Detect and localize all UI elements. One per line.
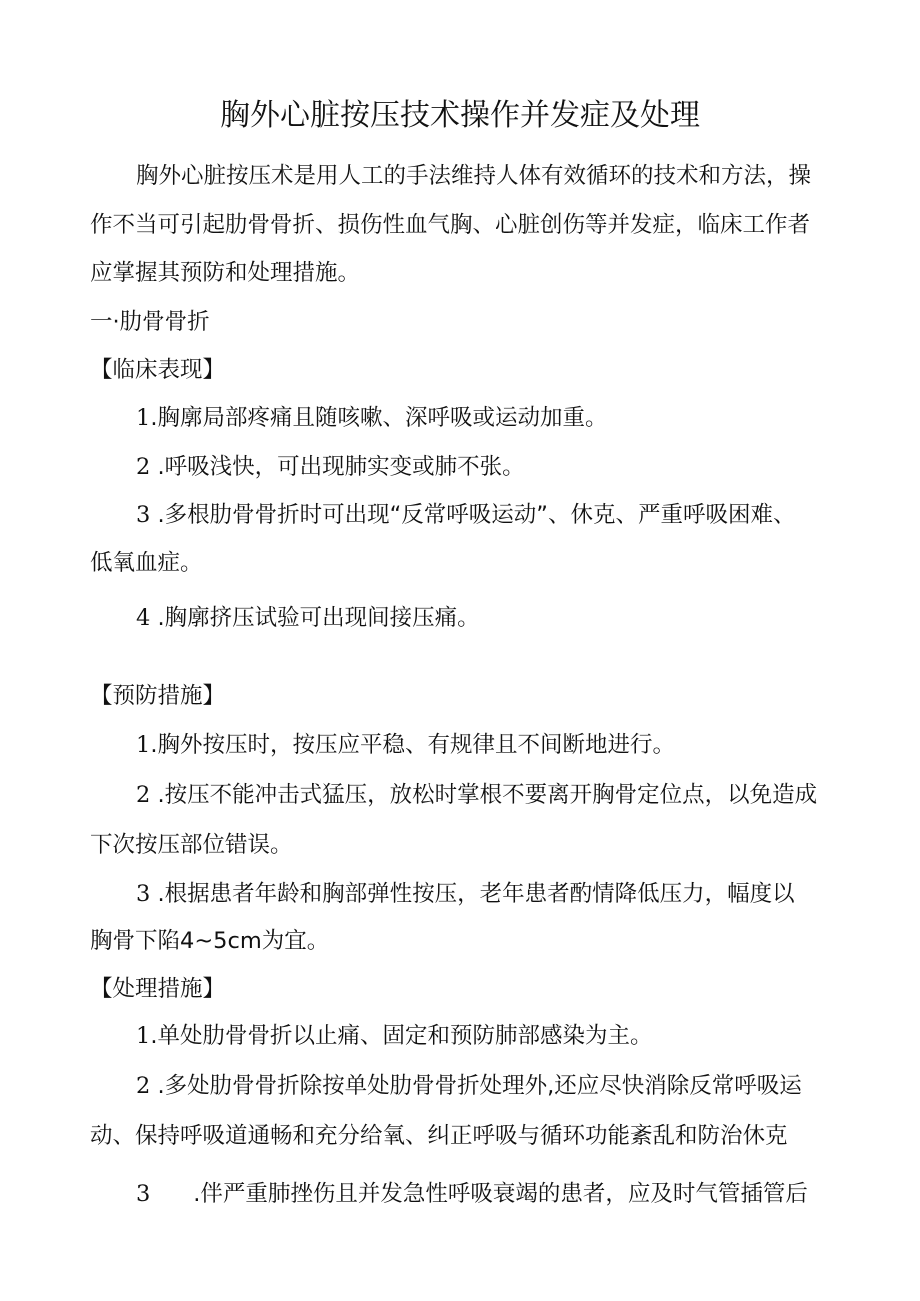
prevention-item-3-cont: 胸骨下陷4~5cm为宜。: [90, 928, 330, 954]
prevention-item-2-cont: 下次按压部位错误。: [90, 832, 293, 858]
treatment-item-3: [136, 1176, 808, 1212]
intro-line-3: 应掌握其预防和处理措施。: [90, 260, 361, 286]
clinical-heading: 【临床表现】: [90, 357, 226, 383]
item-number: 3: [136, 881, 151, 907]
prevention-item-1: [136, 727, 675, 763]
prevention-item-3: [136, 876, 795, 912]
treatment-item-2-cont: 动、保持呼吸道通畅和充分给氧、纠正呼吸与循环功能紊乱和防治休克: [90, 1123, 788, 1149]
intro-line-2: 作不当可引起肋骨骨折、损伤性血气胸、心脏创伤等并发症，临床工作者: [90, 212, 811, 238]
item-text: .胸廓局部疼痛且随咳嗽、深呼吸或运动加重。: [150, 405, 608, 431]
item-number: 4: [136, 605, 151, 631]
clinical-item-3-cont: 低氧血症。: [90, 550, 203, 576]
item-text: .呼吸浅快，可出现肺实变或肺不张。: [150, 454, 525, 480]
treatment-item-2: [136, 1068, 802, 1104]
clinical-item-3: [136, 497, 795, 533]
item-text: .伴严重肺挫伤且并发急性呼吸衰竭的患者，应及时气管插管后: [150, 1181, 808, 1207]
item-text: .胸外按压时，按压应平稳、有规律且不间断地进行。: [150, 732, 675, 758]
item-number: 3: [136, 502, 151, 528]
item-number: 3: [136, 1181, 151, 1207]
clinical-item-1: [136, 400, 607, 436]
section-heading: 一·肋骨骨折: [90, 309, 210, 335]
clinical-item-2: [136, 449, 525, 485]
intro-line-1: 胸外心脏按压术是用人工的手法维持人体有效循环的技术和方法，操: [136, 163, 812, 189]
treatment-heading: 【处理措施】: [90, 976, 226, 1002]
item-text: .胸廓挤压试验可出现间接压痛。: [150, 605, 480, 631]
prevention-heading: 【预防措施】: [90, 683, 226, 709]
item-number: 2: [136, 454, 151, 480]
item-number: 2: [136, 782, 151, 808]
item-text: .单处肋骨骨折以止痛、固定和预防肺部感染为主。: [150, 1023, 653, 1049]
item-number: 1: [136, 1023, 151, 1049]
item-number: 1: [136, 405, 151, 431]
item-text: .多根肋骨骨折时可出现“反常呼吸运动”、休克、严重呼吸困难、: [150, 502, 796, 528]
treatment-item-1: [136, 1018, 652, 1054]
prevention-item-2: [136, 777, 817, 813]
item-text: .按压不能冲击式猛压，放松时掌根不要离开胸骨定位点，以免造成: [150, 782, 818, 808]
item-text: .多处肋骨骨折除按单处肋骨骨折处理外,还应尽快消除反常呼吸运: [150, 1073, 802, 1099]
clinical-item-4: [136, 600, 480, 636]
item-number: 1: [136, 732, 151, 758]
item-number: 2: [136, 1073, 151, 1099]
item-text: .根据患者年龄和胸部弹性按压，老年患者酌情降低压力，幅度以: [150, 881, 795, 907]
document-title: 胸外心脏按压技术操作并发症及处理: [220, 98, 700, 133]
